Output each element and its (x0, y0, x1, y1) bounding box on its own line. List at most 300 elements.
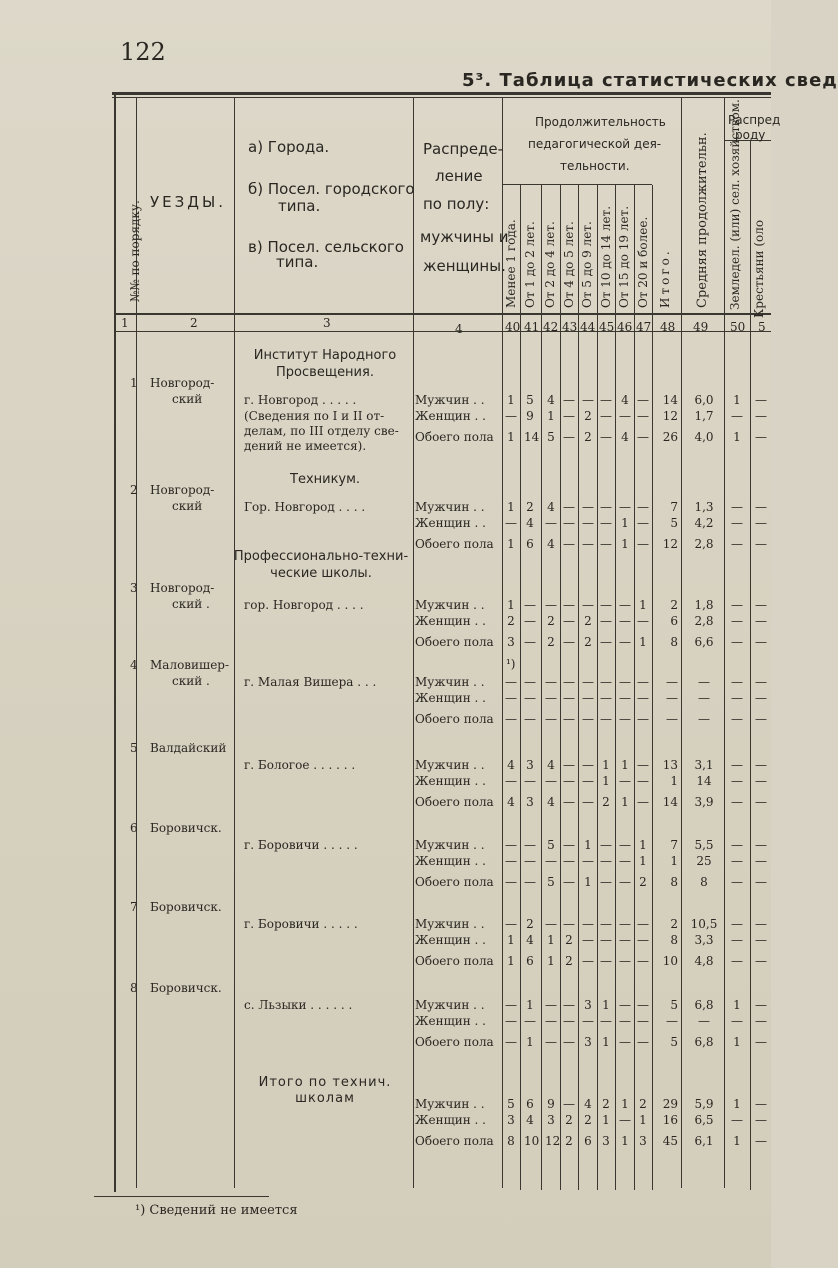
row-8-cell: — (505, 1014, 517, 1028)
row-8-sex-label: Женщин . . (415, 1014, 486, 1028)
row-7-cell: — (600, 954, 612, 968)
row-1-note: (Сведения по I и II от- (244, 409, 385, 423)
section-prof-schools: Профессионально-техни- ческие школы. (233, 549, 409, 581)
row-7-total: 10 (662, 954, 678, 968)
row-5-uezd: Валдайский (150, 741, 227, 755)
row-8-total: — (666, 1014, 678, 1028)
total-cell: — (563, 1097, 575, 1111)
row-4-cell: — (619, 675, 631, 689)
header-sub-3: От 4 до 5 лет. (562, 221, 576, 308)
row-5-col50: — (731, 758, 743, 772)
row-7-col50: — (731, 933, 743, 947)
row-5-cell: 2 (602, 795, 610, 809)
row-6-cell: — (524, 838, 536, 852)
total-cell: 2 (565, 1134, 573, 1148)
row-5-cell: — (582, 795, 594, 809)
row-4-cell: — (545, 712, 557, 726)
row-3-col50: — (731, 635, 743, 649)
row-4-sex-label: Женщин . . (415, 691, 486, 705)
row-4-cell: — (524, 675, 536, 689)
row-3-cell: 1 (639, 598, 647, 612)
row-6-cell: — (619, 838, 631, 852)
row-3-cell: — (524, 598, 536, 612)
header-avg: Средняя продолжительн. (695, 132, 710, 308)
row-2-cell: — (582, 537, 594, 551)
row-7-cell: — (582, 933, 594, 947)
row-6-cell: — (545, 854, 557, 868)
row-2-col51: — (755, 537, 767, 551)
section-institute: Институт Народного Просвещения. (253, 348, 397, 380)
row-2-total: 12 (662, 537, 678, 551)
row-4-cell: — (505, 675, 517, 689)
row-1-cell: 4 (621, 430, 629, 444)
row-1-total: 12 (662, 409, 678, 423)
row-4-cell: — (545, 691, 557, 705)
row-5-col50: — (731, 795, 743, 809)
row-3-cell: — (582, 598, 594, 612)
row-1-cell: 5 (526, 393, 534, 407)
row-7-uezd: Боровичск. (150, 900, 222, 914)
row-7-cell: — (563, 917, 575, 931)
total-cell: 1 (639, 1113, 647, 1127)
top-rule-2 (112, 97, 771, 98)
row-5-col51: — (755, 758, 767, 772)
row-8-uezd: Боровичск. (150, 981, 222, 995)
row-8-cell: — (582, 1014, 594, 1028)
row-6-cell: 5 (547, 875, 555, 889)
footnote: ¹) Сведений не имеется (135, 1203, 298, 1218)
row-3-cell: — (545, 598, 557, 612)
row-4-col51: — (755, 691, 767, 705)
row-8-cell: 3 (584, 998, 592, 1012)
row-3-sex-label: Женщин . . (415, 614, 486, 628)
row-1-sex-label: Женщин . . (415, 409, 486, 423)
row-7-cell: — (619, 917, 631, 931)
row-3-cell: 2 (507, 614, 515, 628)
row-7-cell: 1 (547, 954, 555, 968)
section-technikum: Техникум. (290, 472, 361, 487)
colnum-40: 40 (505, 320, 521, 334)
row-6-cell: — (505, 854, 517, 868)
row-5-avg: 3,1 (694, 758, 714, 772)
row-3-col50: — (731, 614, 743, 628)
row-7-col50: — (731, 954, 743, 968)
row-7-total: 8 (670, 933, 678, 947)
row-7-sex-label: Женщин . . (415, 933, 486, 947)
row-6-col51: — (755, 838, 767, 852)
row-7-cell: 2 (526, 917, 534, 931)
row-7-col51: — (755, 954, 767, 968)
row-6-avg: 8 (700, 875, 708, 889)
row-2-cell: — (600, 516, 612, 530)
row-7-cell: 6 (526, 954, 534, 968)
row-6-cell: — (619, 875, 631, 889)
header-sub-6: От 15 до 19 лет. (617, 205, 631, 308)
header-sub-2: От 2 до 4 лет. (543, 221, 557, 308)
row-3-cell: — (637, 614, 649, 628)
row-2-avg: 1,3 (694, 500, 714, 514)
row-5-cell: 1 (602, 758, 610, 772)
row-7-sex-label: Мужчин . . (415, 917, 485, 931)
row-1-avg: 6,0 (694, 393, 714, 407)
row-3-col51: — (755, 614, 767, 628)
row-4-uezd-cont: ский . (172, 674, 210, 688)
row-6-avg: 5,5 (694, 838, 714, 852)
row-4-cell: — (600, 675, 612, 689)
row-1-avg: 4,0 (694, 430, 714, 444)
total-cell: 4 (584, 1097, 592, 1111)
row-8-col50: 1 (733, 1035, 741, 1049)
row-8-cell: — (545, 998, 557, 1012)
total-cell: 5 (507, 1097, 515, 1111)
row-5-cell: 3 (526, 758, 534, 772)
row-5-col50: — (731, 774, 743, 788)
row-1-avg: 1,7 (694, 409, 714, 423)
row-4-avg: — (698, 712, 710, 726)
row-4-col51: — (755, 675, 767, 689)
total-total: 29 (662, 1097, 678, 1111)
row-8-cell: 1 (526, 998, 534, 1012)
row-7-col51: — (755, 933, 767, 947)
row-1-cell: 2 (584, 430, 592, 444)
row-1-col50: 1 (733, 393, 741, 407)
row-2-cell: — (637, 500, 649, 514)
row-3-cell: 2 (547, 635, 555, 649)
header-dur-3: тельности. (560, 159, 630, 173)
row-6-cell: 1 (584, 875, 592, 889)
total-cell: 6 (526, 1097, 534, 1111)
total-cell: 2 (639, 1097, 647, 1111)
colnum-49: 49 (693, 320, 709, 334)
row-1-number: 1 (130, 376, 138, 390)
row-1-cell: — (637, 409, 649, 423)
total-avg: 5,9 (694, 1097, 714, 1111)
footnote-rule (94, 1196, 269, 1197)
row-7-avg: 4,8 (694, 954, 714, 968)
row-5-total: 14 (662, 795, 678, 809)
header-dur-2: педагогической дея- (528, 137, 662, 151)
header-dist-1: Распред (728, 113, 781, 127)
row-4-place: г. Малая Вишера . . . (244, 675, 377, 689)
row-6-avg: 25 (696, 854, 712, 868)
row-8-sex-label: Мужчин . . (415, 998, 485, 1012)
header-sub-1: От 1 до 2 лет. (523, 221, 537, 308)
row-6-cell: — (563, 838, 575, 852)
row-1-cell: — (505, 409, 517, 423)
row-3-uezd: Новгород- (150, 581, 215, 595)
row-7-cell: 2 (565, 954, 573, 968)
row-3-avg: 6,6 (694, 635, 714, 649)
row-4-sex-label: Мужчин . . (415, 675, 485, 689)
total-cell: 9 (547, 1097, 555, 1111)
table-title: 5³. Таблица статистических свед (462, 70, 838, 91)
row-8-number: 8 (130, 981, 138, 995)
row-1-cell: 2 (584, 409, 592, 423)
row-5-cell: — (582, 758, 594, 772)
row-3-cell: 1 (507, 598, 515, 612)
row-2-place: Гор. Новгород . . . . (244, 500, 366, 514)
row-2-cell: — (637, 537, 649, 551)
row-5-cell: — (619, 774, 631, 788)
row-4-cell: — (563, 712, 575, 726)
row-5-number: 5 (130, 741, 138, 755)
header-type-c1: в) Посел. сельского (248, 238, 404, 256)
total-col51: — (755, 1134, 767, 1148)
row-1-cell: — (600, 409, 612, 423)
row-4-cell: — (524, 712, 536, 726)
row-8-cell: — (505, 1035, 517, 1049)
colnum-1: 1 (121, 316, 129, 330)
total-cell: 3 (602, 1134, 610, 1148)
row-1-sex-label: Мужчин . . (415, 393, 485, 407)
row-4-cell: — (637, 691, 649, 705)
row-1-col50: — (731, 409, 743, 423)
row-2-total: 5 (670, 516, 678, 530)
row-4-cell: — (600, 712, 612, 726)
total-cell: 2 (565, 1113, 573, 1127)
header-sex-5: женщины. (423, 257, 506, 275)
row-7-col51: — (755, 917, 767, 931)
row-3-sex-label: Обоего пола (415, 635, 494, 649)
row-2-cell: — (563, 537, 575, 551)
header-dur-1: Продолжительность (535, 115, 666, 129)
row-1-uezd: Новгород- (150, 376, 215, 390)
row-3-cell: 2 (547, 614, 555, 628)
row-6-cell: 1 (639, 838, 647, 852)
row-6-cell: — (505, 838, 517, 852)
section-total: Итого по технич. школам (258, 1075, 392, 1106)
total-cell: 1 (621, 1097, 629, 1111)
row-6-place: г. Боровичи . . . . . (244, 838, 358, 852)
row-8-sex-label: Обоего пола (415, 1035, 494, 1049)
row-7-cell: — (637, 954, 649, 968)
colnum-44: 44 (580, 320, 596, 334)
row-6-col50: — (731, 838, 743, 852)
row-2-col51: — (755, 500, 767, 514)
row-4-total: — (666, 712, 678, 726)
row-1-col51: — (755, 409, 767, 423)
row-6-col51: — (755, 875, 767, 889)
row-3-total: 6 (670, 614, 678, 628)
row-7-cell: — (619, 954, 631, 968)
row-5-total: 1 (670, 774, 678, 788)
row-2-number: 2 (130, 483, 138, 497)
row-2-cell: 1 (621, 516, 629, 530)
row-5-cell: 4 (507, 795, 515, 809)
row-2-cell: 6 (526, 537, 534, 551)
row-8-cell: — (619, 1014, 631, 1028)
row-7-cell: — (637, 933, 649, 947)
row-7-total: 2 (670, 917, 678, 931)
row-2-sex-label: Мужчин . . (415, 500, 485, 514)
row-1-total: 26 (662, 430, 678, 444)
row-8-cell: — (600, 1014, 612, 1028)
row-1-place: г. Новгород . . . . . (244, 393, 357, 407)
row-4-cell: — (637, 675, 649, 689)
row-4-cell: — (524, 691, 536, 705)
row-6-sex-label: Женщин . . (415, 854, 486, 868)
row-5-cell: — (524, 774, 536, 788)
total-cell: 3 (507, 1113, 515, 1127)
row-7-cell: — (582, 954, 594, 968)
row-5-sex-label: Обоего пола (415, 795, 494, 809)
row-1-note: дений не имеется). (244, 439, 367, 453)
header-dist-2: роду (735, 128, 766, 142)
row-8-cell: — (637, 1014, 649, 1028)
row-7-avg: 10,5 (690, 917, 718, 931)
row-2-sex-label: Женщин . . (415, 516, 486, 530)
total-cell: 2 (584, 1113, 592, 1127)
row-5-cell: — (563, 774, 575, 788)
header-sub-5: От 10 до 14 лет. (599, 205, 613, 308)
row-8-cell: 1 (602, 1035, 610, 1049)
row-4-col51: — (755, 712, 767, 726)
header-peas: Крестьяни (оло (752, 219, 766, 318)
header-sex-2: ление (435, 167, 483, 185)
total-col50: 1 (733, 1134, 741, 1148)
colnum-41: 41 (524, 320, 540, 334)
row-8-cell: 1 (526, 1035, 534, 1049)
row-3-cell: — (619, 635, 631, 649)
row-1-uezd-cont: ский (172, 392, 203, 406)
total-col50: 1 (733, 1097, 741, 1111)
total-sex-label: Женщин . . (415, 1113, 486, 1127)
total-total: 45 (662, 1134, 678, 1148)
row-5-cell: 1 (602, 774, 610, 788)
row-1-cell: 4 (547, 393, 555, 407)
colnum-51: 5 (758, 320, 766, 334)
row-8-cell: 3 (584, 1035, 592, 1049)
total-cell: — (619, 1113, 631, 1127)
total-cell: 2 (602, 1097, 610, 1111)
row-6-col51: — (755, 854, 767, 868)
row-4-avg: — (698, 675, 710, 689)
row-3-cell: 1 (639, 635, 647, 649)
row-5-col51: — (755, 774, 767, 788)
header-sub-8: Итого. (658, 248, 672, 308)
row-7-number: 7 (130, 900, 138, 914)
header-bottom-rule (116, 313, 771, 315)
row-3-cell: — (563, 598, 575, 612)
row-6-cell: 1 (584, 838, 592, 852)
row-7-cell: 4 (526, 933, 534, 947)
page-number: 122 (120, 38, 166, 66)
colnum-42: 42 (543, 320, 559, 334)
row-8-cell: — (563, 1035, 575, 1049)
colnum-3: 3 (323, 316, 331, 330)
header-type-b1: б) Посел. городского (248, 180, 415, 198)
row-3-place: гор. Новгород . . . . (244, 598, 364, 612)
row-2-total: 7 (670, 500, 678, 514)
colnum-48: 48 (660, 320, 676, 334)
row-1-cell: — (600, 393, 612, 407)
row-2-cell: — (637, 516, 649, 530)
row-6-uezd: Боровичск. (150, 821, 222, 835)
row-4-cell: — (545, 675, 557, 689)
row-2-cell: — (563, 516, 575, 530)
row-1-cell: 1 (547, 409, 555, 423)
row-6-cell: — (524, 875, 536, 889)
total-cell: 4 (526, 1113, 534, 1127)
row-2-cell: 4 (547, 500, 555, 514)
row-7-cell: 1 (507, 933, 515, 947)
row-4-total: — (666, 691, 678, 705)
row-3-cell: — (600, 635, 612, 649)
colnum-2: 2 (190, 316, 198, 330)
header-sex-3: по полу: (423, 195, 490, 213)
row-1-col50: 1 (733, 430, 741, 444)
row-5-avg: 14 (696, 774, 712, 788)
row-4-avg: — (698, 691, 710, 705)
total-cell: 3 (639, 1134, 647, 1148)
row-4-col50: — (731, 712, 743, 726)
row-6-cell: — (600, 838, 612, 852)
row-5-cell: — (563, 795, 575, 809)
row-6-cell: — (505, 875, 517, 889)
row-2-cell: — (582, 500, 594, 514)
row-4-cell: — (619, 712, 631, 726)
row-2-cell: — (600, 500, 612, 514)
row-6-sex-label: Мужчин . . (415, 838, 485, 852)
total-cell: 1 (602, 1113, 610, 1127)
row-5-cell: — (582, 774, 594, 788)
row-4-cell: — (563, 675, 575, 689)
row-3-cell: — (600, 598, 612, 612)
row-2-uezd-cont: ский (172, 499, 203, 513)
row-3-cell: — (600, 614, 612, 628)
colnum-43: 43 (562, 320, 578, 334)
total-total: 16 (662, 1113, 678, 1127)
row-3-col51: — (755, 635, 767, 649)
row-5-cell: 4 (547, 758, 555, 772)
row-6-total: 8 (670, 875, 678, 889)
row-4-cell: — (582, 712, 594, 726)
row-2-cell: 2 (526, 500, 534, 514)
row-7-cell: — (505, 917, 517, 931)
row-2-cell: — (545, 516, 557, 530)
total-cell: 1 (621, 1134, 629, 1148)
row-2-cell: — (563, 500, 575, 514)
row-8-cell: — (545, 1014, 557, 1028)
header-type-a: а) Города. (248, 138, 330, 156)
header-uezd: УЕЗДЫ. (150, 193, 226, 211)
total-col51: — (755, 1113, 767, 1127)
row-7-cell: — (600, 917, 612, 931)
row-2-col51: — (755, 516, 767, 530)
row-2-cell: 1 (507, 537, 515, 551)
row-4-cell: — (505, 691, 517, 705)
row-8-cell: — (545, 1035, 557, 1049)
row-2-cell: 4 (526, 516, 534, 530)
row-6-total: 1 (670, 854, 678, 868)
header-sub-7: От 20 и более. (636, 216, 650, 308)
row-1-col51: — (755, 393, 767, 407)
row-2-cell: — (619, 500, 631, 514)
total-cell: 10 (524, 1134, 540, 1148)
row-4-uezd: Маловишер- (150, 658, 230, 672)
row-8-col51: — (755, 1035, 767, 1049)
row-3-avg: 1,8 (694, 598, 714, 612)
row-2-cell: 4 (547, 537, 555, 551)
row-6-cell: — (600, 854, 612, 868)
row-8-cell: — (637, 998, 649, 1012)
colnum-4: 4 (455, 322, 463, 336)
row-2-col50: — (731, 516, 743, 530)
row-5-sex-label: Мужчин . . (415, 758, 485, 772)
row-1-col51: — (755, 430, 767, 444)
row-1-cell: 14 (524, 430, 540, 444)
row-3-uezd-cont: ский . (172, 597, 210, 611)
